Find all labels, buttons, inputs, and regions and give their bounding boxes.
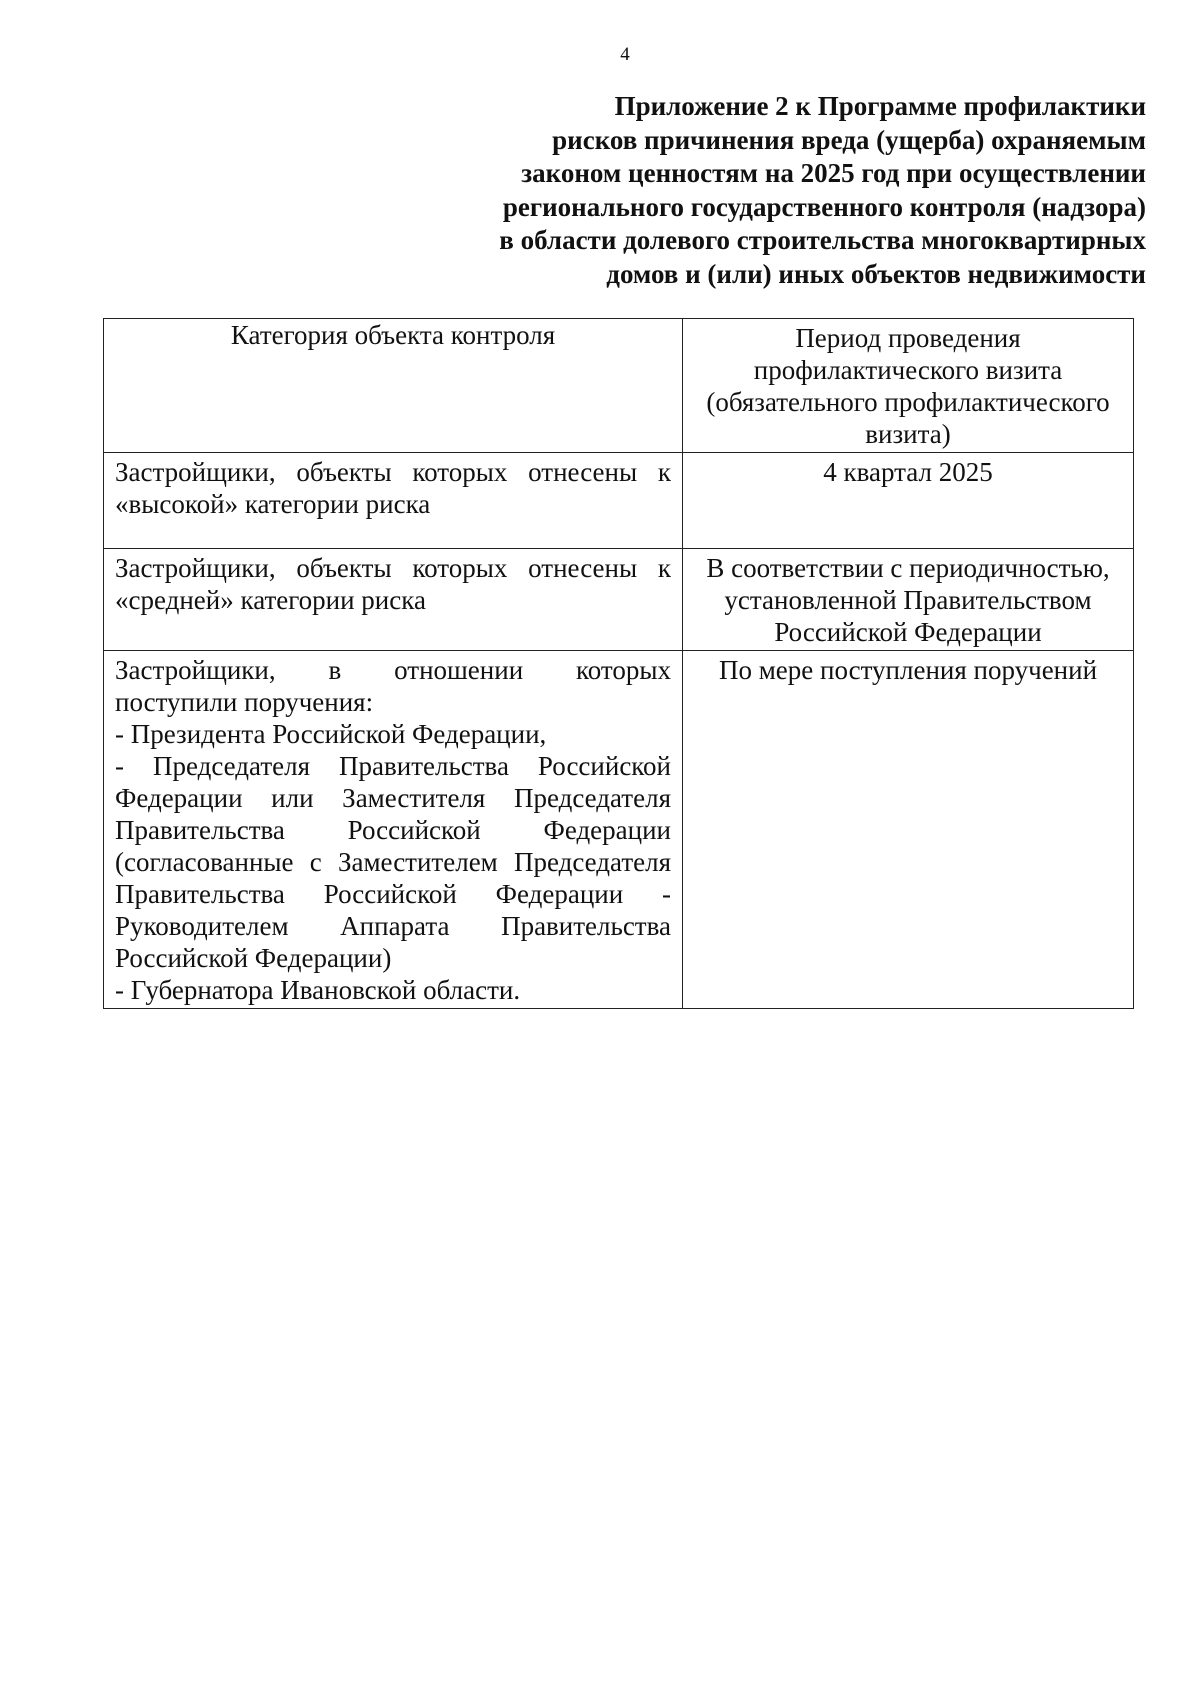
table-row [104,453,1134,549]
category-line: (согласованные с Заместителем Председателя [115,847,671,877]
table-row [104,651,1134,1009]
appendix-line: Приложение 2 к Программе профилактики [614,91,1146,121]
category-line: Федерации или Заместителя Председателя [115,783,671,813]
cell-period: В соответствии с периодичностью, установленной Правительством Российской Федерации [683,549,1134,651]
cell-category: Застройщики, объекты которых отнесены к «средней» категории риска [104,549,683,651]
category-line: - Председателя Правительства Российской [115,751,671,781]
appendix-line: рисков причинения вреда (ущерба) охраняемым [552,124,1146,155]
header-period: Период проведения профилактического визита (обязательного профилактического визита) [683,319,1134,453]
risk-category-table [103,318,1134,1009]
category-line: Правительства Российской Федерации [115,815,671,845]
category-line: Правительства Российской Федерации - [115,879,671,909]
category-line: Российской Федерации) [115,943,392,973]
category-line: Руководителем Аппарата Правительства [115,911,671,941]
appendix-line: регионального государственного контроля (надзора) [502,191,1146,222]
table-header-row [104,319,1134,453]
appendix-line: в области долевого строительства многоквартирных [499,225,1146,255]
category-line: - Губернатора Ивановской области. [115,975,521,1005]
header-category: Категория объекта контроля [104,319,683,453]
cell-category: Застройщики, объекты которых отнесены к «высокой» категории риска [104,453,683,549]
cell-period: По мере поступления поручений [683,651,1134,1009]
appendix-line: домов и (или) иных объектов недвижимости [606,258,1146,289]
page-number: 4 [620,44,630,65]
category-line: Застройщики, в отношении которых [115,655,671,685]
appendix-header [426,90,1146,291]
category-line: поступили поручения: [115,687,374,717]
category-line: - Президента Российской Федерации, [115,719,547,749]
cell-category [104,651,683,1009]
cell-period: 4 квартал 2025 [683,453,1134,549]
appendix-line: законом ценностям на 2025 год при осуществлении [521,158,1146,188]
table-row [104,549,1134,651]
